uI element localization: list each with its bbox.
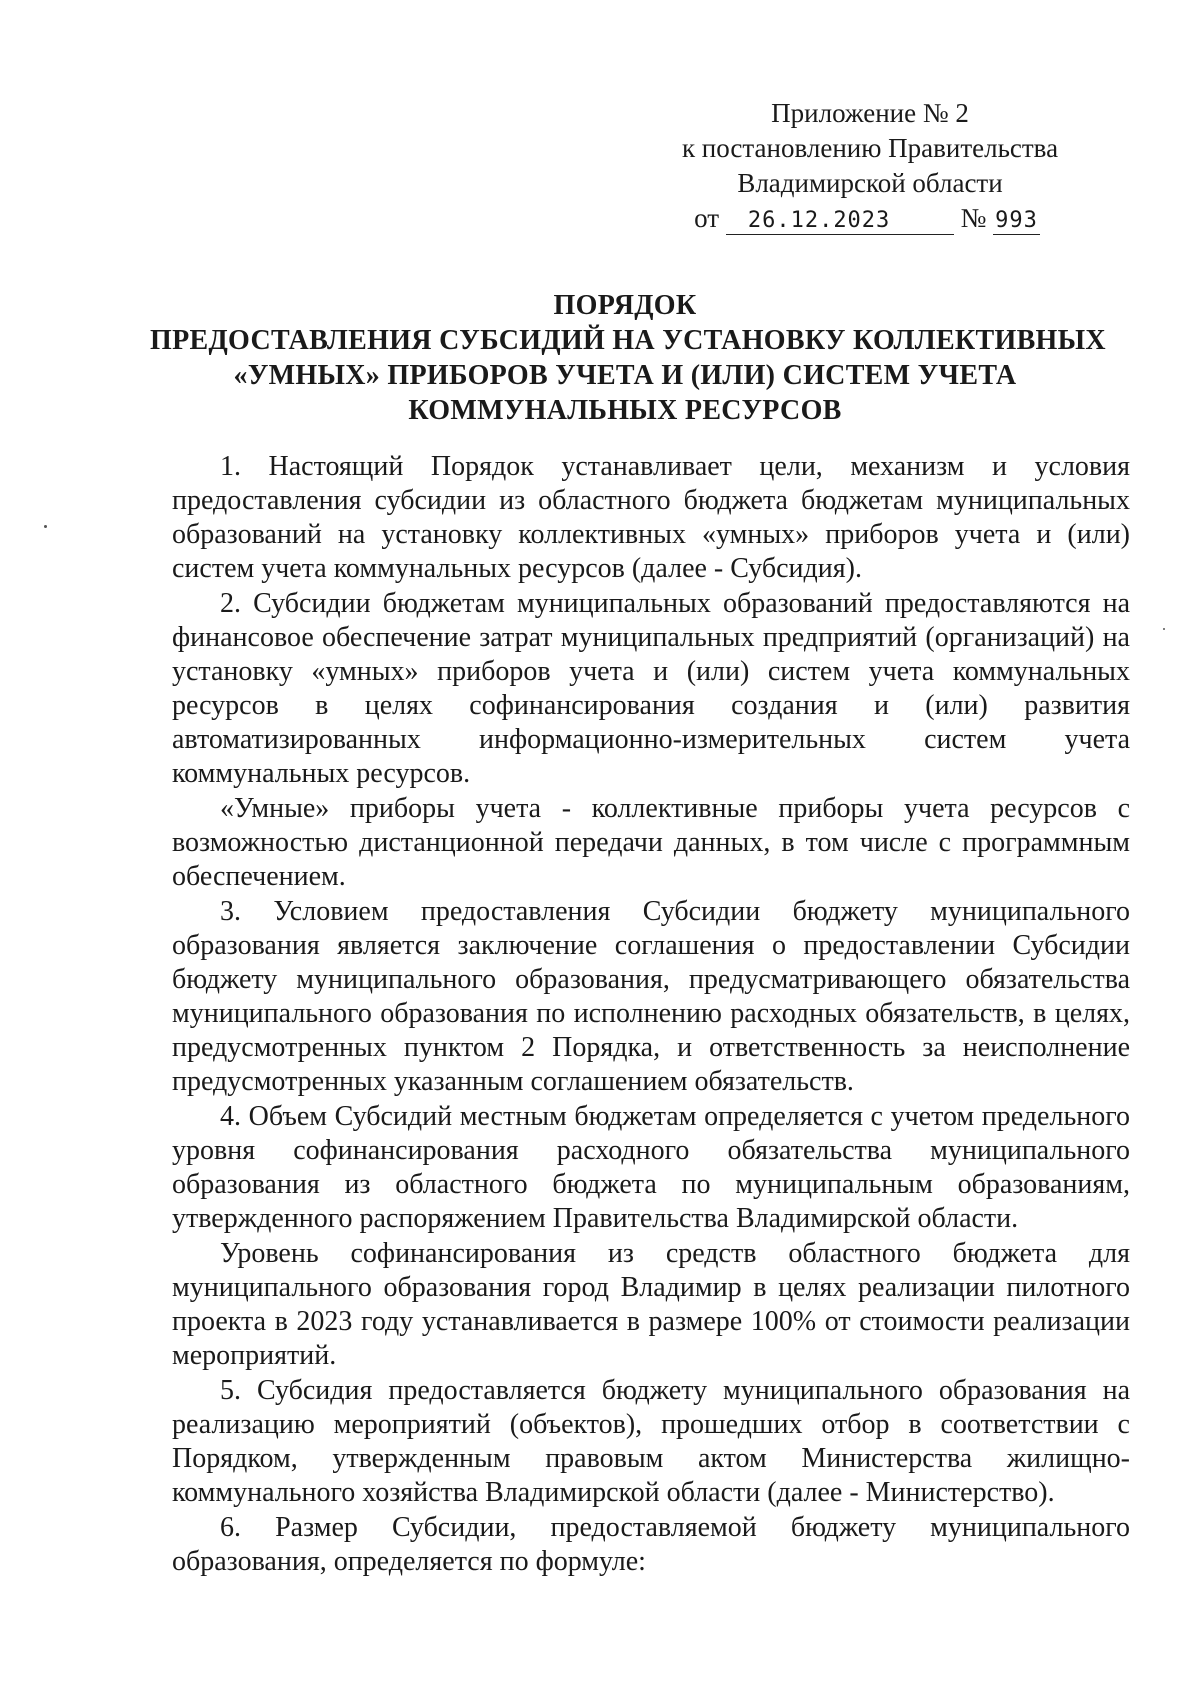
date-prefix: от <box>694 203 720 233</box>
decree-date-number-line <box>654 201 1080 236</box>
paragraph-4-cofinancing: Уровень софинансирования из средств областного бюджета для муниципального образования город Владимир в целях реализации пилотного проекта в 2023 году устанавливается в размере 100% от стоимости реализации мероприятий. <box>172 1238 1130 1371</box>
document-body <box>172 450 1130 1580</box>
title-line-2: ПРЕДОСТАВЛЕНИЯ СУБСИДИЙ НА УСТАНОВКУ КОЛЛЕКТИВНЫХ <box>150 325 1106 356</box>
appendix-number: Приложение № 2 <box>771 98 969 128</box>
appendix-region: Владимирской области <box>737 168 1003 198</box>
title-line-4: КОММУНАЛЬНЫХ РЕСУРСОВ <box>408 395 842 426</box>
decree-date: 26.12.2023 <box>726 208 954 235</box>
paragraph-3: 3. Условием предоставления Субсидии бюджету муниципального образования является заключение соглашения о предоставлении Субсидии бюджету муниципального образования, предусматривающего обязательства муниципального образования по исполнению расходных обязательств, в целях, предусмотренных пунктом 2 Порядка, и ответственность за неисполнение предусмотренных указанным соглашением обязательств. <box>172 896 1130 1097</box>
paragraph-5: 5. Субсидия предоставляется бюджету муниципального образования на реализацию мероприятий (объектов), прошедших отбор в соответствии с Порядком, утвержденным правовым актом Министерства жилищно-коммунального хозяйства Владимирской области (далее - Министерство). <box>172 1375 1130 1508</box>
scan-speck <box>44 525 47 528</box>
paragraph-2: 2. Субсидии бюджетам муниципальных образований предоставляются на финансовое обеспечение затрат муниципальных предприятий (организаций) на установку «умных» приборов учета и (или) систем учета коммунальных ресурсов в целях софинансирования создания и (или) развития автоматизированных информационно-измерительных систем учета коммунальных ресурсов. <box>172 588 1130 789</box>
title-line-3: «УМНЫХ» ПРИБОРОВ УЧЕТА И (ИЛИ) СИСТЕМ УЧЕТА <box>233 360 1017 391</box>
appendix-header <box>660 96 1080 236</box>
number-prefix: № <box>960 203 987 233</box>
appendix-reference: к постановлению Правительства <box>681 133 1059 163</box>
document-title <box>150 288 1106 428</box>
title-line-1: ПОРЯДОК <box>553 290 697 321</box>
paragraph-1: 1. Настоящий Порядок устанавливает цели, механизм и условия предоставления субсидии из областного бюджета бюджетам муниципальных образований на установку коллективных «умных» приборов учета и (или) систем учета коммунальных ресурсов (далее - Субсидия). <box>172 451 1130 584</box>
paragraph-6: 6. Размер Субсидии, предоставляемой бюджету муниципального образования, определяется по формуле: <box>172 1512 1130 1577</box>
paragraph-2-definition: «Умные» приборы учета - коллективные приборы учета ресурсов с возможностью дистанционной передачи данных, в том числе с программным обеспечением. <box>172 793 1130 892</box>
paragraph-4: 4. Объем Субсидий местным бюджетам определяется с учетом предельного уровня софинансирования расходного обязательства муниципального образования из областного бюджета по муниципальным образованиям, утвержденного распоряжением Правительства Владимирской области. <box>172 1101 1130 1234</box>
scan-speck <box>1163 628 1165 630</box>
decree-number: 993 <box>995 208 1038 233</box>
